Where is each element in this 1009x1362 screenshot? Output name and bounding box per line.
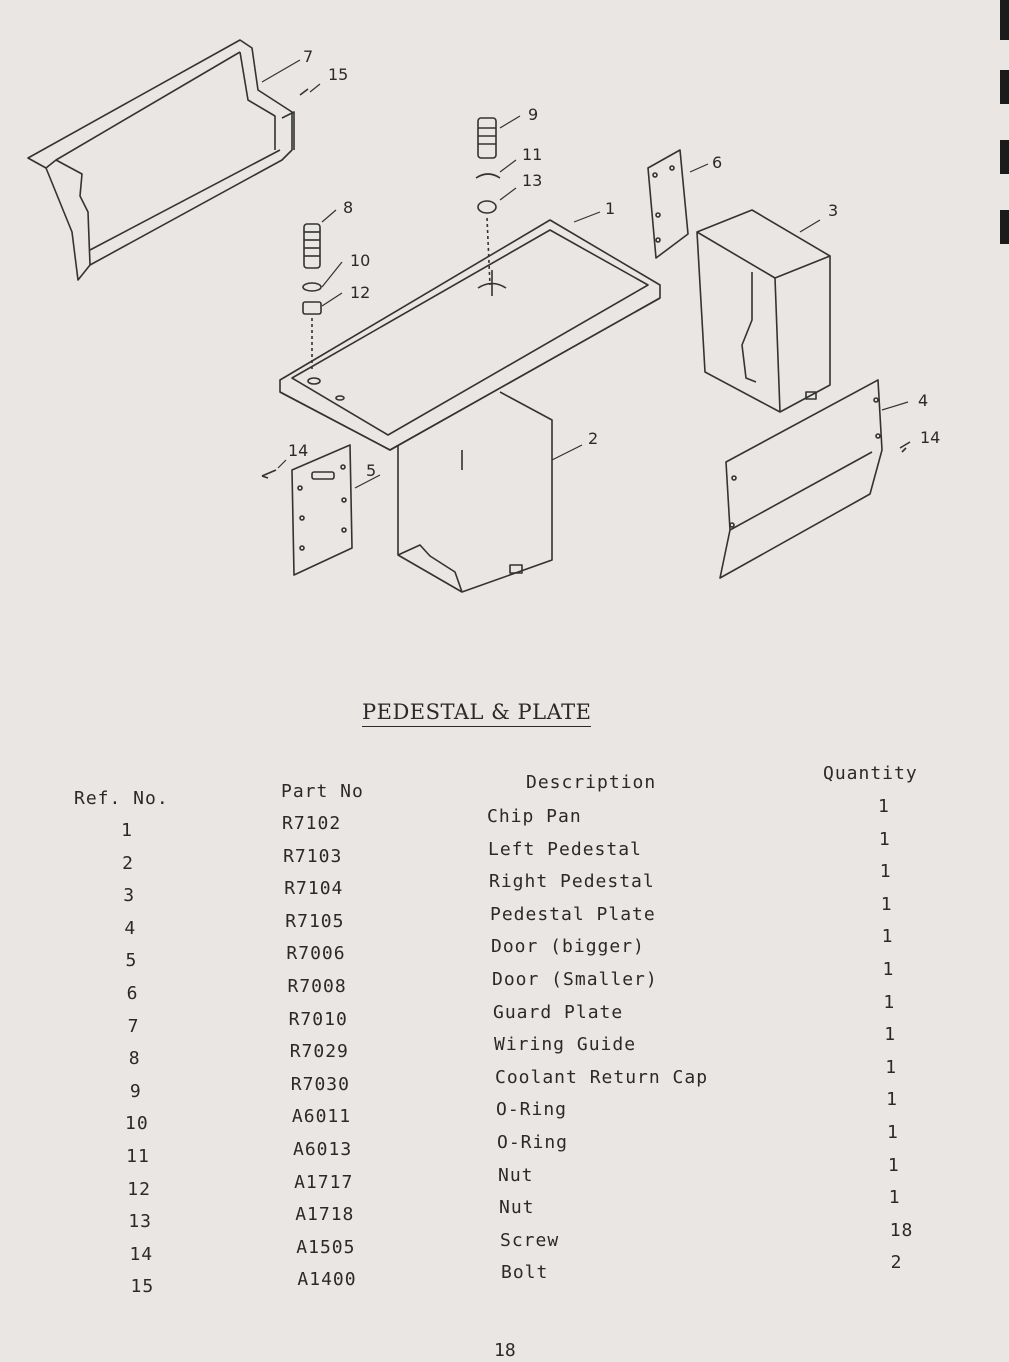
header-ref-no: Ref. No. bbox=[74, 788, 169, 809]
bigger-door-drawing bbox=[292, 445, 352, 575]
header-description: Description bbox=[526, 772, 657, 793]
part-no-cell: R7030 bbox=[290, 1073, 350, 1095]
callout-1: 1 bbox=[605, 199, 616, 218]
description-cell: Door (Smaller) bbox=[492, 969, 658, 990]
callout-8: 8 bbox=[343, 198, 354, 217]
callout-15: 15 bbox=[328, 65, 349, 84]
pedestal-plate-panel-drawing bbox=[720, 380, 882, 578]
ref-no-cell: 10 bbox=[125, 1113, 149, 1135]
part-no-cell: R7010 bbox=[288, 1008, 348, 1030]
ref-no-cell: 7 bbox=[127, 1015, 140, 1037]
description-cell: Bolt bbox=[501, 1262, 549, 1284]
ref-no-cell: 15 bbox=[130, 1276, 155, 1298]
ref-no-cell: 2 bbox=[122, 852, 135, 874]
ref-no-cell: 11 bbox=[126, 1146, 150, 1167]
callout-2: 2 bbox=[588, 429, 599, 448]
ref-no-cell: 14 bbox=[129, 1243, 154, 1265]
quantity-cell: 18 bbox=[889, 1219, 914, 1241]
quantity-cell: 1 bbox=[878, 796, 890, 817]
chip-pan-drawing bbox=[28, 40, 294, 280]
description-cell: Screw bbox=[500, 1229, 560, 1251]
description-cell: Pedestal Plate bbox=[490, 903, 656, 925]
part-no-cell: A6013 bbox=[293, 1139, 353, 1160]
description-cell: O-Ring bbox=[497, 1132, 569, 1153]
ref-no-cell: 5 bbox=[125, 950, 138, 972]
quantity-cell: 1 bbox=[886, 1089, 898, 1111]
header-quantity: Quantity bbox=[823, 763, 918, 784]
part-no-cell: R7006 bbox=[286, 943, 346, 965]
quantity-cell: 1 bbox=[888, 1187, 901, 1209]
part-no-cell: R7029 bbox=[289, 1041, 349, 1063]
header-part-no: Part No bbox=[281, 781, 364, 802]
quantity-cell: 2 bbox=[890, 1252, 903, 1274]
quantity-cell: 1 bbox=[887, 1154, 900, 1176]
part-no-cell: R7104 bbox=[284, 878, 344, 900]
description-cell: Door (bigger) bbox=[491, 936, 645, 958]
callout-12: 12 bbox=[350, 283, 371, 302]
quantity-cell: 1 bbox=[884, 1024, 897, 1046]
description-cell: Coolant Return Cap bbox=[495, 1066, 709, 1088]
callout-14: 14 bbox=[920, 428, 941, 447]
description-cell: Guard Plate bbox=[493, 1001, 624, 1023]
callout-7: 7 bbox=[303, 47, 314, 66]
description-cell: Nut bbox=[499, 1197, 535, 1219]
quantity-cell: 1 bbox=[881, 926, 894, 948]
ref-no-cell: 9 bbox=[129, 1080, 142, 1102]
part-no-cell: R7105 bbox=[285, 910, 345, 932]
ref-no-cell: 3 bbox=[123, 885, 136, 907]
leader-lines bbox=[262, 60, 908, 488]
quantity-cell: 1 bbox=[878, 828, 891, 850]
ref-no-cell: 12 bbox=[127, 1178, 151, 1200]
page-number: 18 bbox=[494, 1340, 516, 1361]
callout-9: 9 bbox=[528, 105, 539, 124]
quantity-cell: 1 bbox=[879, 861, 892, 883]
callout-13: 13 bbox=[522, 171, 543, 190]
section-title: PEDESTAL & PLATE bbox=[362, 700, 591, 727]
part-no-cell: R7102 bbox=[282, 813, 342, 834]
part-no-cell: A1717 bbox=[294, 1171, 354, 1193]
callout-6: 6 bbox=[712, 153, 723, 172]
right-pedestal-drawing bbox=[697, 210, 830, 412]
smaller-door-drawing bbox=[648, 150, 688, 258]
pedestal-plate-drawing bbox=[280, 220, 660, 450]
callout-3: 3 bbox=[828, 201, 839, 220]
ref-no-cell: 6 bbox=[126, 983, 139, 1004]
ref-no-cell: 4 bbox=[124, 917, 137, 939]
exploded-parts-diagram bbox=[0, 0, 1009, 640]
callout-10: 10 bbox=[350, 251, 371, 270]
ref-no-cell: 1 bbox=[121, 820, 133, 841]
part-no-cell: A1400 bbox=[297, 1269, 357, 1291]
description-cell: Wiring Guide bbox=[494, 1034, 637, 1056]
quantity-cell: 1 bbox=[883, 991, 896, 1013]
ref-no-cell: 13 bbox=[128, 1211, 153, 1233]
ref-no-cell: 8 bbox=[128, 1048, 141, 1070]
description-cell: O-Ring bbox=[496, 1099, 568, 1121]
quantity-cell: 1 bbox=[887, 1122, 899, 1143]
callout-14: 14 bbox=[288, 441, 309, 460]
quantity-cell: 1 bbox=[885, 1056, 898, 1078]
left-pedestal-drawing bbox=[398, 392, 552, 592]
description-cell: Left Pedestal bbox=[488, 838, 642, 860]
part-no-cell: R7008 bbox=[287, 976, 347, 997]
part-no-cell: A6011 bbox=[291, 1106, 352, 1128]
description-cell: Nut bbox=[498, 1164, 534, 1186]
description-cell: Chip Pan bbox=[487, 806, 582, 827]
quantity-cell: 1 bbox=[880, 893, 893, 915]
part-no-cell: A1505 bbox=[296, 1236, 356, 1258]
callout-5: 5 bbox=[366, 461, 377, 480]
part-no-cell: R7103 bbox=[283, 845, 343, 867]
part-no-cell: A1718 bbox=[295, 1204, 355, 1226]
description-cell: Right Pedestal bbox=[489, 871, 655, 893]
quantity-cell: 1 bbox=[882, 959, 895, 980]
callout-4: 4 bbox=[918, 391, 929, 410]
callout-11: 11 bbox=[522, 145, 543, 164]
wiring-guide-drawing bbox=[303, 224, 321, 370]
